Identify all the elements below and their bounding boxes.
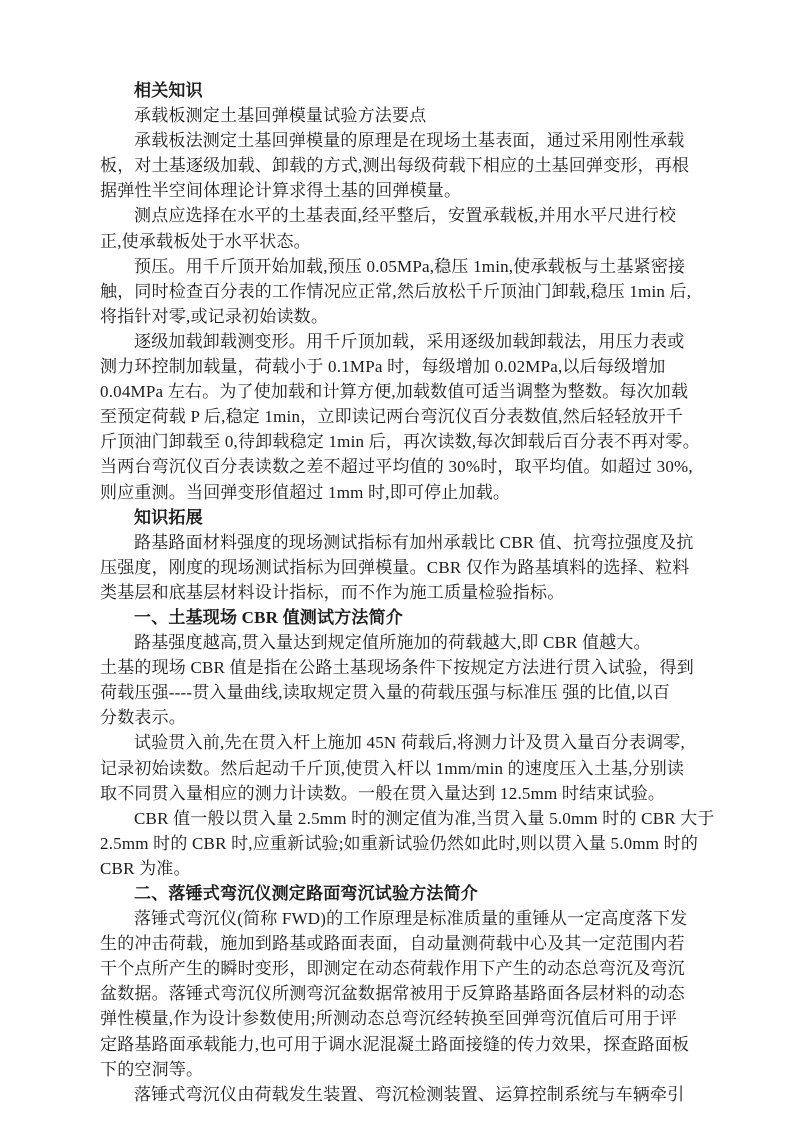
text-line: 正,使承载板处于水平状态。	[100, 231, 311, 251]
text-line: 路基强度越高,贯入量达到规定值所施加的荷载越大,即 CBR 值越大。	[134, 633, 651, 653]
section-heading: 知识拓展	[134, 507, 203, 527]
text-line: 荷载压强----贯入量曲线,读取规定贯入量的荷载压强与标准压 强的比值,以百	[100, 683, 670, 703]
text-line: 预压。用千斤顶开始加载,预压 0.05MPa,稳压 1min,使承载板与土基紧密接	[134, 256, 686, 276]
section-heading: 一、土基现场 CBR 值测试方法简介	[134, 607, 403, 627]
text-line: 类基层和底基层材料设计指标，而不作为施工质量检验指标。	[100, 582, 565, 602]
section-heading: 二、落锤式弯沉仪测定路面弯沉试验方法简介	[134, 884, 478, 903]
text-line: 生的冲击荷载，施加到路基或路面表面，自动量测荷载中心及其一定范围内若	[100, 934, 685, 954]
text-line: 至预定荷载 P 后,稳定 1min，立即读记两台弯沉仪百分表数值,然后轻轻放开千	[100, 407, 684, 427]
text-line: 据弹性半空间体理论计算求得土基的回弹模量。	[100, 181, 462, 201]
text-line: 则应重测。当回弹变形值超过 1mm 时,即可停止加载。	[100, 482, 511, 502]
section-heading: 相关知识	[134, 81, 203, 100]
text-line: 干个点所产生的瞬时变形，即测定在动态荷载作用下产生的动态总弯沉及弯沉	[100, 959, 685, 979]
text-line: 测力环控制加载量，荷载小于 0.1MPa 时，每级增加 0.02MPa,以后每级增加	[100, 357, 666, 377]
text-line: 逐级加载卸载测变形。用千斤顶加载，采用逐级加载卸载法，用压力表或	[134, 331, 685, 351]
text-line: 2.5mm 时的 CBR 时,应重新试验;如重新试验仍然如此时,则以贯入量 5.0mm 时的	[100, 833, 699, 853]
text-line: 0.04MPa 左右。为了使加载和计算方便,加载数值可适当调整为整数。每次加载	[100, 382, 689, 402]
text-line: 弹性模量,作为设计参数使用;所测动态总弯沉经转换至回弹弯沉值后可用于评	[100, 1009, 677, 1029]
text-line: 分数表示。	[100, 708, 186, 728]
text-line: 测点应选择在水平的土基表面,经平整后，安置承载板,并用水平尺进行校	[134, 206, 677, 226]
text-line: 斤顶油门卸载至 0,待卸载稳定 1min 后，再次读数,每次卸载后百分表不再对零。	[100, 432, 700, 452]
text-line: 路基路面材料强度的现场测试指标有加州承载比 CBR 值、抗弯拉强度及抗	[134, 532, 694, 552]
text-line: 下的空洞等。	[100, 1059, 204, 1079]
text-line: 板，对土基逐级加载、卸载的方式,测出每级荷载下相应的土基回弹变形，再根	[100, 156, 690, 176]
text-line: 落锤式弯沉仪由荷载发生装置、弯沉检测装置、运算控制系统与车辆牵引	[134, 1084, 685, 1104]
text-line: 定路基路面承载能力,也可用于调水泥混凝土路面接缝的传力效果，探查路面板	[100, 1034, 690, 1054]
text-line: 承载板法测定土基回弹模量的原理是在现场土基表面，通过采用刚性承载	[134, 131, 685, 151]
subsection-title: 承载板测定土基回弹模量试验方法要点	[134, 106, 427, 126]
text-line: CBR 为准。	[100, 858, 191, 878]
text-line: 将指针对零,或记录初始读数。	[100, 306, 329, 326]
text-line: 盆数据。落锤式弯沉仪所测弯沉盆数据常被用于反算路基路面各层材料的动态	[100, 984, 685, 1004]
text-line: 取不同贯入量相应的测力计读数。一般在贯入量达到 12.5mm 时结束试验。	[100, 783, 666, 803]
text-line: 压强度，刚度的现场测试指标为回弹模量。CBR 仅作为路基填料的选择、粒料	[100, 557, 690, 577]
text-line: 土基的现场 CBR 值是指在公路土基现场条件下按规定方法进行贯入试验，得到	[100, 658, 694, 678]
text-line: 试验贯入前,先在贯入杆上施加 45N 荷载后,将测力计及贯入量百分表调零,	[134, 733, 685, 753]
text-line: 触，同时检查百分表的工作情况应正常,然后放松千斤顶油门卸载,稳压 1min 后,	[100, 281, 692, 301]
text-line: 记录初始读数。然后起动千斤顶,使贯入杆以 1mm/min 的速度压入土基,分别读	[100, 758, 685, 778]
text-line: 落锤式弯沉仪(简称 FWD)的工作原理是标准质量的重锤从一定高度落下发	[134, 909, 688, 929]
text-line: CBR 值一般以贯入量 2.5mm 时的测定值为准,当贯入量 5.0mm 时的 CBR 大于	[134, 808, 715, 828]
text-line: 当两台弯沉仪百分表读数之差不超过平均值的 30%时，取平均值。如超过 30%,	[100, 457, 693, 477]
